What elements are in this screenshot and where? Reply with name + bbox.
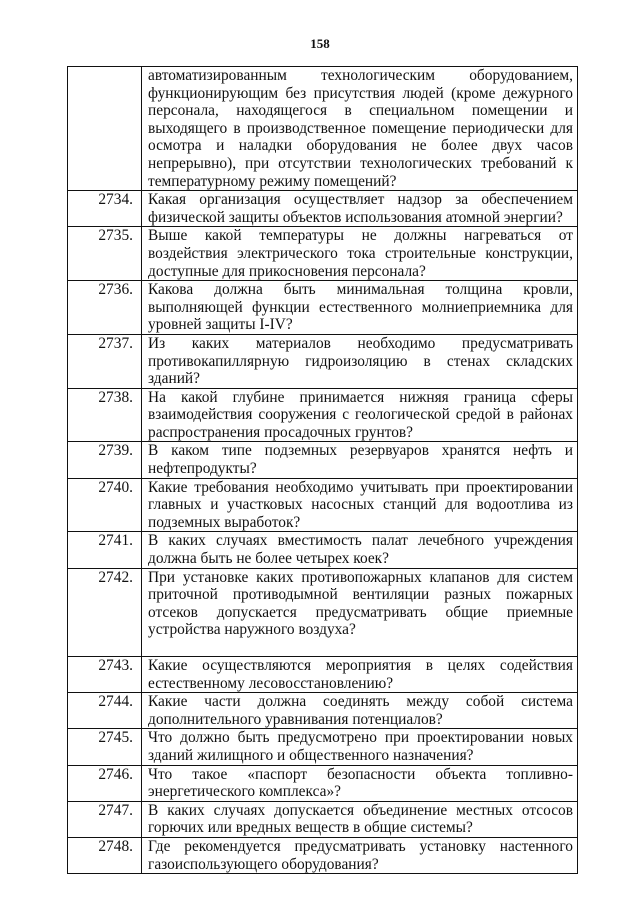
question-number: 2741. <box>68 532 142 568</box>
page-number: 158 <box>310 36 330 51</box>
table-row <box>68 281 578 335</box>
table-row <box>68 334 578 388</box>
question-number: 2739. <box>68 442 142 478</box>
question-number: 2747. <box>68 801 142 837</box>
table-row <box>68 837 578 873</box>
table-row <box>68 657 578 693</box>
table-row <box>68 693 578 729</box>
question-number: 2735. <box>68 227 142 281</box>
question-number: 2748. <box>68 837 142 873</box>
question-number: 2745. <box>68 729 142 765</box>
question-text: На какой глубине принимается нижняя граница сферы взаимодействия сооружения с геологической средой в районах распространения просадочных грунтов? <box>142 388 578 442</box>
question-number: 2736. <box>68 281 142 335</box>
question-text: Что должно быть предусмотрено при проектировании новых зданий жилищного и общественного назначения? <box>142 729 578 765</box>
question-text: Где рекомендуется предусматривать установку настенного газоиспользующего оборудования? <box>142 837 578 873</box>
questions-table <box>67 66 578 874</box>
table-row <box>68 765 578 801</box>
question-text: В каких случаях вместимость палат лечебного учреждения должна быть не более четырех коек? <box>142 532 578 568</box>
question-number: 2737. <box>68 334 142 388</box>
question-text: Какова должна быть минимальная толщина кровли, выполняющей функции естественного молниеприемника для уровней защиты I-IV? <box>142 281 578 335</box>
question-text <box>142 568 578 656</box>
table-row <box>68 388 578 442</box>
question-text-content: При установке каких противопожарных клапанов для систем приточной противодымной вентиляции разных пожарных отсеков допускается предусматривать общие приемные устройства наружного воздуха? <box>148 568 573 639</box>
table-row <box>68 442 578 478</box>
table-row <box>68 801 578 837</box>
question-number: 2740. <box>68 478 142 532</box>
question-text: В каком типе подземных резервуаров хранятся нефть и нефтепродукты? <box>142 442 578 478</box>
question-text: Какие требования необходимо учитывать при проектировании главных и участковых насосных станций для водоотлива из подземных выработок? <box>142 478 578 532</box>
question-text: Из каких материалов необходимо предусматривать противокапиллярную гидроизоляцию в стенах складских зданий? <box>142 334 578 388</box>
question-number <box>68 67 142 191</box>
question-number: 2742. <box>68 568 142 656</box>
table-row <box>68 532 578 568</box>
question-text: В каких случаях допускается объединение местных отсосов горючих или вредных веществ в общие системы? <box>142 801 578 837</box>
table-row <box>68 478 578 532</box>
table-row <box>68 729 578 765</box>
question-text: Какая организация осуществляет надзор за обеспечением физической защиты объектов использования атомной энергии? <box>142 191 578 227</box>
question-text: автоматизированным технологическим оборудованием, функционирующим без присутствия людей (кроме дежурного персонала, находящегося в специальном помещении и выходящего в производственное помещение периодически для осмотра и наладки оборудования не более двух часов непрерывно), при отсутствии технологических требований к температурному режиму помещений? <box>142 67 578 191</box>
question-number: 2734. <box>68 191 142 227</box>
question-number: 2738. <box>68 388 142 442</box>
question-text: Выше какой температуры не должны нагреваться от воздействия электрического тока строительные конструкции, доступные для прикосновения персонала? <box>142 227 578 281</box>
table-row <box>68 67 578 191</box>
question-number: 2746. <box>68 765 142 801</box>
question-text: Какие части должна соединять между собой система дополнительного уравнивания потенциалов? <box>142 693 578 729</box>
table-row <box>68 191 578 227</box>
question-number: 2743. <box>68 657 142 693</box>
question-text: Какие осуществляются мероприятия в целях содействия естественному лесовосстановлению? <box>142 657 578 693</box>
table-row <box>68 568 578 656</box>
question-text: Что такое «паспорт безопасности объекта топливно-энергетического комплекса»? <box>142 765 578 801</box>
question-number: 2744. <box>68 693 142 729</box>
table-row <box>68 227 578 281</box>
